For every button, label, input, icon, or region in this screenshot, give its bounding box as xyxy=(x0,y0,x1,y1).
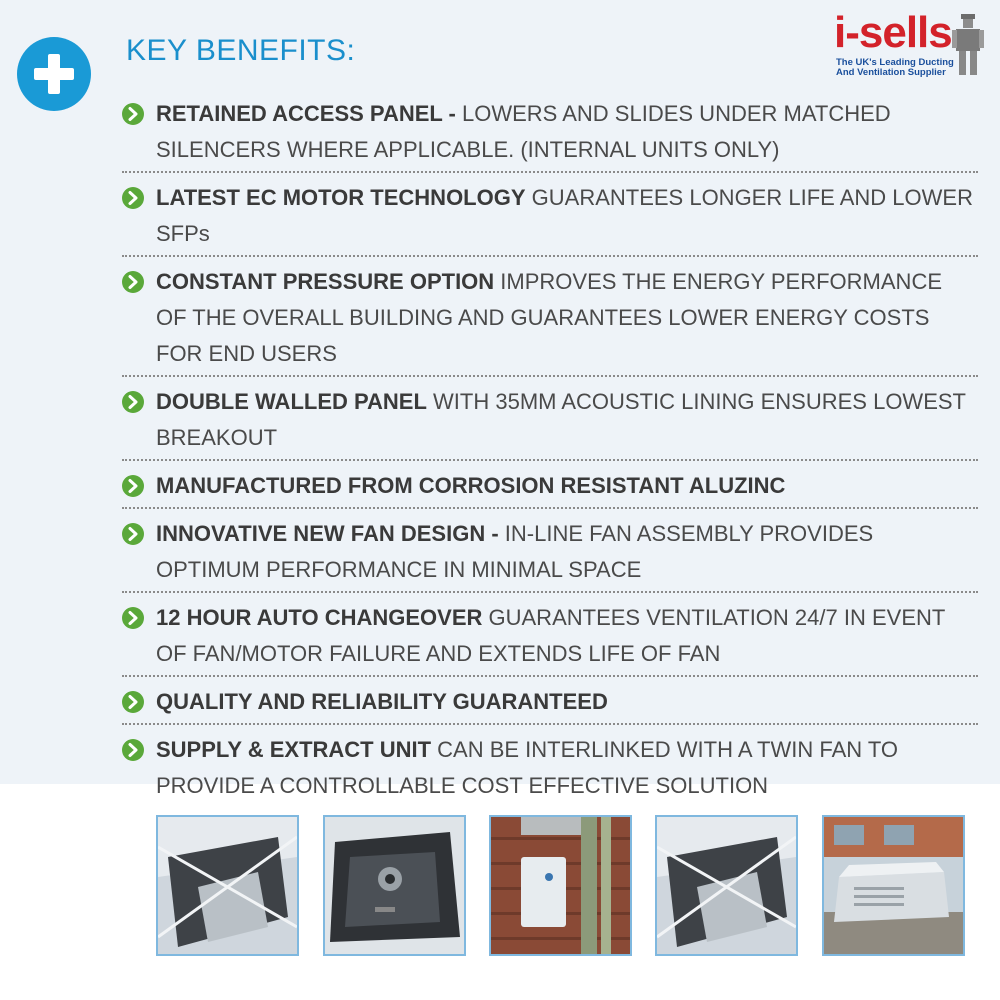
benefit-description: IN-LINE FAN ASSEMBLY PROVIDES OPTIMUM PERFORMANCE IN MINIMAL SPACE xyxy=(156,521,874,582)
chevron-right-circle-icon xyxy=(122,475,144,497)
chevron-right-circle-icon xyxy=(122,739,144,761)
benefit-item xyxy=(122,180,978,257)
benefit-title: INNOVATIVE NEW FAN DESIGN - xyxy=(156,521,499,546)
chevron-right-circle-icon xyxy=(122,523,144,545)
benefit-title: CONSTANT PRESSURE OPTION xyxy=(156,269,495,294)
benefit-title: LATEST EC MOTOR TECHNOLOGY xyxy=(156,185,526,210)
chevron-right-circle-icon xyxy=(122,271,144,293)
benefit-description: GUARANTEES VENTILATION 24/7 IN EVENT OF FAN/MOTOR FAILURE AND EXTENDS LIFE OF FAN xyxy=(156,605,945,666)
thumbnail-wall-install[interactable] xyxy=(489,815,632,956)
logo-tagline: The UK's Leading Ducting And Ventilation Supplier xyxy=(836,57,954,78)
chevron-right-circle-icon xyxy=(122,187,144,209)
logo-wordmark: i-sells xyxy=(834,8,952,57)
benefit-item xyxy=(122,732,978,807)
benefit-description: LOWERS AND SLIDES UNDER MATCHED SILENCERS WHERE APPLICABLE. (INTERNAL UNITS ONLY) xyxy=(156,101,891,162)
benefit-title: SUPPLY & EXTRACT UNIT xyxy=(156,737,432,762)
page-title: KEY BENEFITS: xyxy=(126,34,356,67)
benefit-item xyxy=(122,516,978,593)
mascot-icon xyxy=(952,14,984,80)
benefit-item xyxy=(122,468,978,509)
benefit-title: MANUFACTURED FROM CORROSION RESISTANT ALUZINC xyxy=(156,473,786,498)
thumbnail-access-panel[interactable] xyxy=(323,815,466,956)
benefit-description: GUARANTEES LONGER LIFE AND LOWER SFPs xyxy=(156,185,973,246)
benefit-description: WITH 35MM ACOUSTIC LINING ENSURES LOWEST BREAKOUT xyxy=(156,389,966,450)
benefit-description: IMPROVES THE ENERGY PERFORMANCE OF THE OVERALL BUILDING AND GUARANTEES LOWER ENERGY COSTS FOR END USERS xyxy=(156,269,943,366)
benefit-list xyxy=(122,96,978,814)
benefit-item xyxy=(122,384,978,461)
benefit-item xyxy=(122,600,978,677)
benefit-title: DOUBLE WALLED PANEL xyxy=(156,389,427,414)
chevron-right-circle-icon xyxy=(122,607,144,629)
benefit-title: 12 HOUR AUTO CHANGEOVER xyxy=(156,605,483,630)
benefit-item xyxy=(122,96,978,173)
chevron-right-circle-icon xyxy=(122,391,144,413)
benefit-item xyxy=(122,684,978,725)
chevron-right-circle-icon xyxy=(122,103,144,125)
benefit-description: CAN BE INTERLINKED WITH A TWIN FAN TO PROVIDE A CONTROLLABLE COST EFFECTIVE SOLUTION xyxy=(156,737,899,798)
plus-circle-icon xyxy=(17,37,91,111)
thumbnail-ceiling-unit-2[interactable] xyxy=(655,815,798,956)
thumbnail-rooftop-unit[interactable] xyxy=(822,815,965,956)
benefit-title: QUALITY AND RELIABILITY GUARANTEED xyxy=(156,689,608,714)
benefit-item xyxy=(122,264,978,377)
chevron-right-circle-icon xyxy=(122,691,144,713)
thumbnail-ceiling-unit[interactable] xyxy=(156,815,299,956)
benefit-title: RETAINED ACCESS PANEL - xyxy=(156,101,456,126)
i-sells-logo[interactable] xyxy=(834,8,984,80)
